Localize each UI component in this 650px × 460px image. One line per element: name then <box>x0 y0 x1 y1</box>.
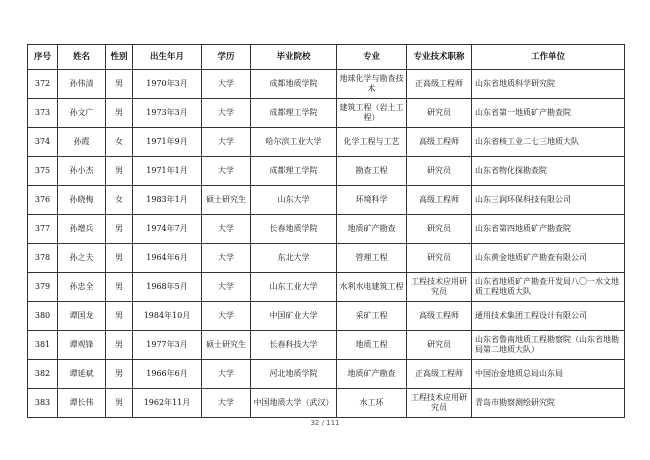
cell-major: 建筑工程（岩土工程） <box>337 99 407 128</box>
table-row <box>28 244 625 273</box>
cell-name: 孙伟清 <box>58 70 106 99</box>
cell-education: 大学 <box>202 99 251 128</box>
cell-title: 工程技术应用研究员 <box>407 389 472 418</box>
cell-school: 山东大学 <box>251 186 337 215</box>
cell-seq: 383 <box>28 389 58 418</box>
cell-education: 大学 <box>202 128 251 157</box>
cell-gender: 男 <box>106 70 133 99</box>
cell-title: 研究员 <box>407 331 472 360</box>
cell-title: 高级工程师 <box>407 128 472 157</box>
cell-name: 谭国龙 <box>58 302 106 331</box>
cell-title: 高级工程师 <box>407 302 472 331</box>
cell-name: 孙晓梅 <box>58 186 106 215</box>
cell-name: 孙增兵 <box>58 215 106 244</box>
cell-school: 成都地质学院 <box>251 70 337 99</box>
header-gender: 性别 <box>106 45 133 70</box>
table-body <box>28 70 625 418</box>
cell-major: 环境科学 <box>337 186 407 215</box>
table-row <box>28 157 625 186</box>
cell-unit: 山东省鲁南地质工程勘察院（山东省地勘局第二地质大队） <box>472 331 625 360</box>
cell-seq: 374 <box>28 128 58 157</box>
cell-name: 孙小杰 <box>58 157 106 186</box>
cell-gender: 男 <box>106 360 133 389</box>
cell-title: 研究员 <box>407 244 472 273</box>
header-school: 毕业院校 <box>251 45 337 70</box>
cell-gender: 男 <box>106 389 133 418</box>
table-row <box>28 389 625 418</box>
cell-seq: 379 <box>28 273 58 302</box>
cell-birth: 1974年7月 <box>133 215 202 244</box>
cell-name: 谭长伟 <box>58 389 106 418</box>
cell-seq: 373 <box>28 99 58 128</box>
cell-major: 采矿工程 <box>337 302 407 331</box>
header-unit: 工作单位 <box>472 45 625 70</box>
cell-unit: 山东省第四地质矿产勘查院 <box>472 215 625 244</box>
cell-title: 研究员 <box>407 99 472 128</box>
cell-education: 大学 <box>202 244 251 273</box>
cell-unit: 山东三润环保科技有限公司 <box>472 186 625 215</box>
cell-unit: 中国冶金地质总局山东局 <box>472 360 625 389</box>
cell-birth: 1970年3月 <box>133 70 202 99</box>
cell-seq: 381 <box>28 331 58 360</box>
header-title: 专业技术职称 <box>407 45 472 70</box>
cell-birth: 1973年3月 <box>133 99 202 128</box>
cell-seq: 377 <box>28 215 58 244</box>
cell-gender: 男 <box>106 302 133 331</box>
cell-name: 孙霞 <box>58 128 106 157</box>
cell-title: 正高级工程师 <box>407 360 472 389</box>
cell-unit: 山东省地质科学研究院 <box>472 70 625 99</box>
table-row <box>28 302 625 331</box>
table-row <box>28 360 625 389</box>
cell-title: 工程技术应用研究员 <box>407 273 472 302</box>
cell-seq: 375 <box>28 157 58 186</box>
table-row <box>28 215 625 244</box>
cell-school: 哈尔滨工业大学 <box>251 128 337 157</box>
cell-unit: 青岛市勘察测绘研究院 <box>472 389 625 418</box>
cell-gender: 男 <box>106 273 133 302</box>
cell-school: 东北大学 <box>251 244 337 273</box>
cell-education: 大学 <box>202 360 251 389</box>
cell-school: 中国矿业大学 <box>251 302 337 331</box>
cell-school: 长春地质学院 <box>251 215 337 244</box>
cell-major: 水利水电建筑工程 <box>337 273 407 302</box>
cell-major: 勘查工程 <box>337 157 407 186</box>
cell-birth: 1977年3月 <box>133 331 202 360</box>
cell-unit: 山东省核工业二七三地质大队 <box>472 128 625 157</box>
cell-seq: 382 <box>28 360 58 389</box>
cell-name: 谭延斌 <box>58 360 106 389</box>
cell-school: 成都理工学院 <box>251 99 337 128</box>
cell-name: 孙之夫 <box>58 244 106 273</box>
header-name: 姓名 <box>58 45 106 70</box>
cell-school: 成都理工学院 <box>251 157 337 186</box>
cell-birth: 1962年11月 <box>133 389 202 418</box>
cell-education: 大学 <box>202 157 251 186</box>
cell-education: 硕士研究生 <box>202 331 251 360</box>
cell-school: 河北地质学院 <box>251 360 337 389</box>
cell-gender: 男 <box>106 99 133 128</box>
cell-education: 大学 <box>202 302 251 331</box>
header-major: 专业 <box>337 45 407 70</box>
table-row <box>28 99 625 128</box>
cell-birth: 1966年6月 <box>133 360 202 389</box>
cell-name: 孙文广 <box>58 99 106 128</box>
cell-school: 山东工业大学 <box>251 273 337 302</box>
cell-title: 高级工程师 <box>407 186 472 215</box>
cell-unit: 山东省地质矿产勘查开发局八〇一水文地质工程地质大队 <box>472 273 625 302</box>
table-row <box>28 331 625 360</box>
cell-seq: 376 <box>28 186 58 215</box>
cell-education: 大学 <box>202 215 251 244</box>
cell-birth: 1964年6月 <box>133 244 202 273</box>
cell-birth: 1968年5月 <box>133 273 202 302</box>
cell-major: 水工环 <box>337 389 407 418</box>
cell-school: 中国地质大学（武汉） <box>251 389 337 418</box>
cell-title: 研究员 <box>407 215 472 244</box>
cell-gender: 男 <box>106 157 133 186</box>
table-header-row <box>28 45 625 70</box>
cell-name: 谭观锋 <box>58 331 106 360</box>
cell-gender: 男 <box>106 244 133 273</box>
cell-gender: 男 <box>106 331 133 360</box>
cell-name: 孙忠全 <box>58 273 106 302</box>
table-row <box>28 128 625 157</box>
header-birth: 出生年月 <box>133 45 202 70</box>
cell-education: 硕士研究生 <box>202 186 251 215</box>
table-row <box>28 70 625 99</box>
cell-education: 大学 <box>202 389 251 418</box>
cell-birth: 1971年1月 <box>133 157 202 186</box>
cell-major: 地质工程 <box>337 331 407 360</box>
table-row <box>28 186 625 215</box>
cell-education: 大学 <box>202 273 251 302</box>
cell-major: 化学工程与工艺 <box>337 128 407 157</box>
cell-seq: 372 <box>28 70 58 99</box>
cell-school: 长春科技大学 <box>251 331 337 360</box>
cell-education: 大学 <box>202 70 251 99</box>
header-education: 学历 <box>202 45 251 70</box>
cell-birth: 1983年1月 <box>133 186 202 215</box>
header-seq: 序号 <box>28 45 58 70</box>
cell-unit: 山东省第一地质矿产勘查院 <box>472 99 625 128</box>
cell-major: 地质矿产勘查 <box>337 360 407 389</box>
cell-title: 正高级工程师 <box>407 70 472 99</box>
cell-unit: 通用技术集团工程设计有限公司 <box>472 302 625 331</box>
cell-unit: 山东黄金地质矿产勘查有限公司 <box>472 244 625 273</box>
cell-gender: 男 <box>106 215 133 244</box>
cell-birth: 1984年10月 <box>133 302 202 331</box>
cell-major: 地球化学与勘查技术 <box>337 70 407 99</box>
table-row <box>28 273 625 302</box>
cell-gender: 女 <box>106 128 133 157</box>
cell-gender: 女 <box>106 186 133 215</box>
personnel-table <box>27 44 625 418</box>
cell-seq: 378 <box>28 244 58 273</box>
cell-title: 研究员 <box>407 157 472 186</box>
cell-major: 管理工程 <box>337 244 407 273</box>
cell-birth: 1971年9月 <box>133 128 202 157</box>
cell-seq: 380 <box>28 302 58 331</box>
page-number: 32 / 111 <box>310 419 340 427</box>
cell-unit: 山东省物化探勘查院 <box>472 157 625 186</box>
cell-major: 地质矿产勘查 <box>337 215 407 244</box>
